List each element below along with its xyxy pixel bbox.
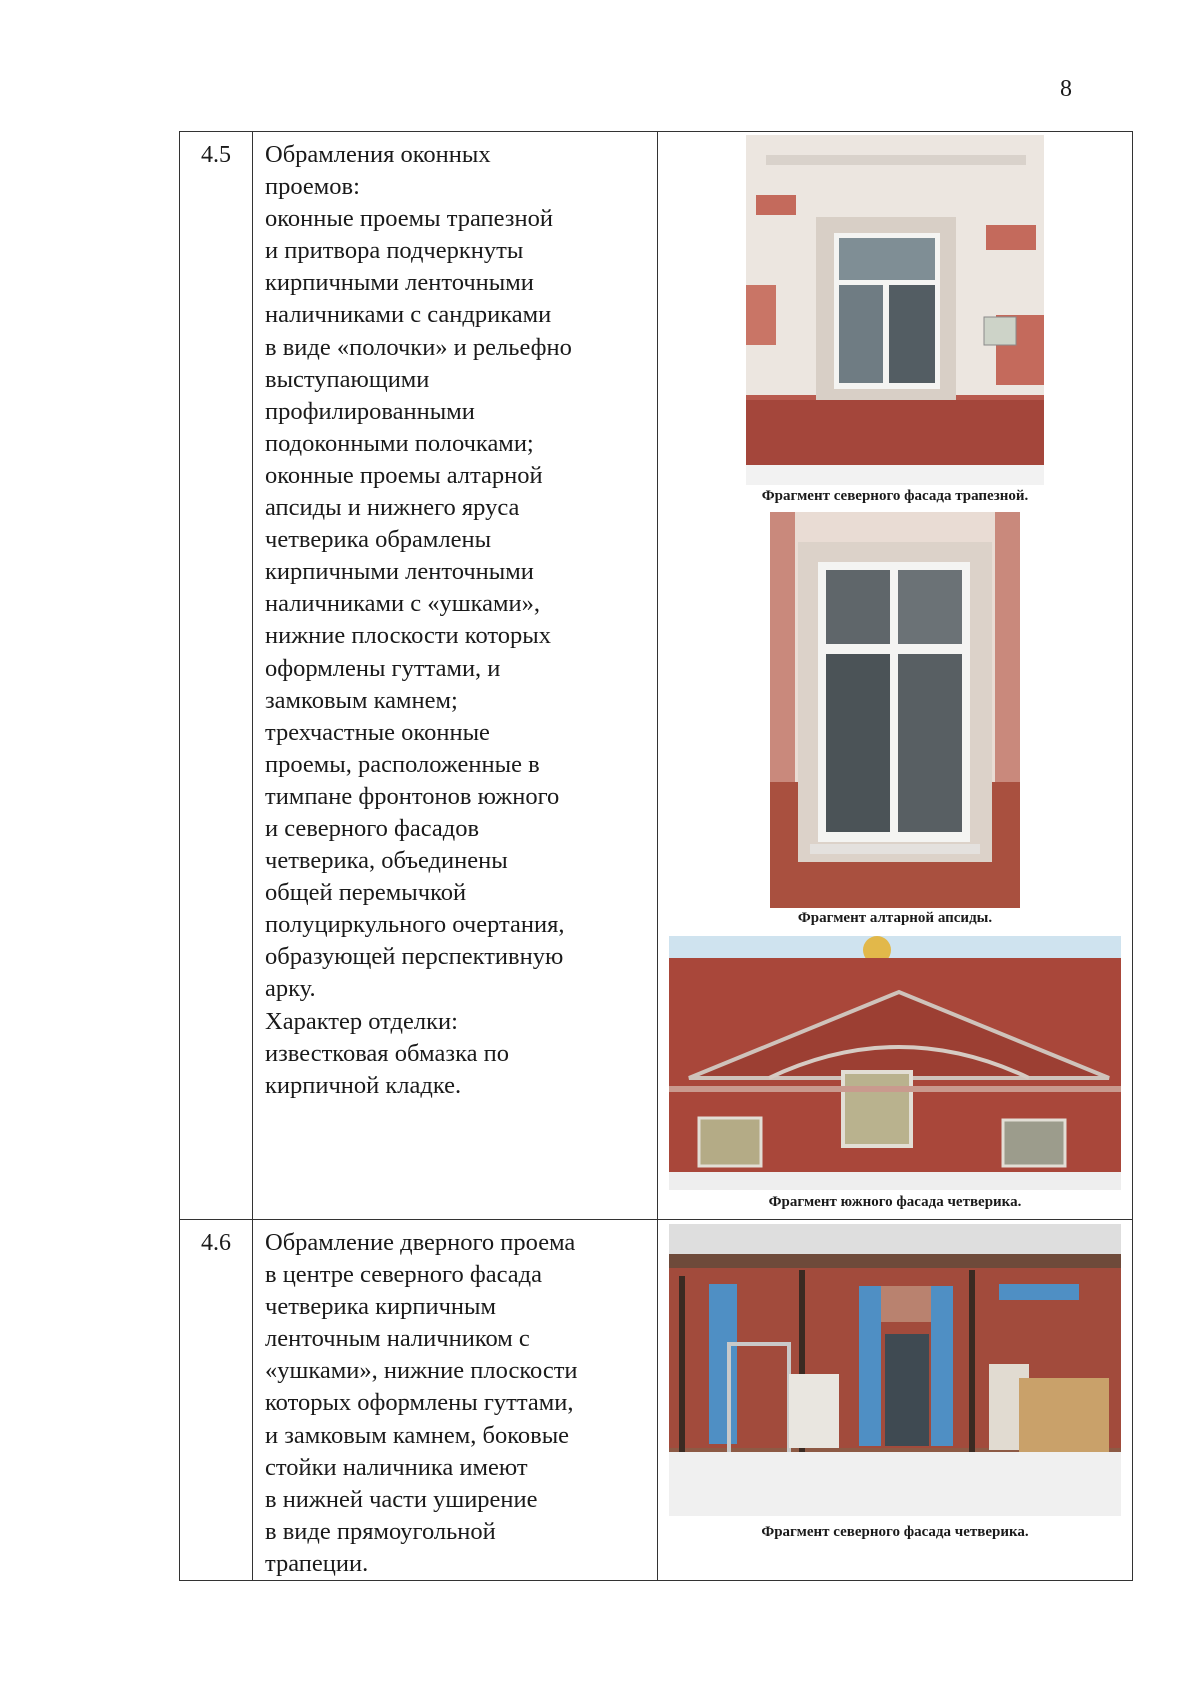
description-line: трехчастные оконные (265, 718, 490, 746)
description-line: оконные проемы трапезной (265, 205, 553, 233)
description-line: стойки наличника имеют (265, 1453, 528, 1481)
row-number: 4.5 (180, 132, 253, 1220)
description-line: четверика, объединены (265, 847, 508, 875)
row-description (253, 1220, 658, 1581)
description-line: наличниками с сандриками (265, 301, 552, 329)
photo-south-facade (669, 936, 1121, 1190)
description-line: «ушками», нижние плоскости (265, 1357, 578, 1385)
description-line: образующей перспективную (265, 943, 564, 971)
figure (658, 934, 1132, 1220)
description-line: полуциркульного очертания, (265, 911, 565, 939)
row-photos (658, 132, 1133, 1220)
figure-caption: Фрагмент северного фасада четверика. (761, 1524, 1029, 1540)
description-line: известковая обмазка по (265, 1039, 509, 1067)
description-line: которых оформлены гуттами, (265, 1389, 574, 1417)
description-line: ленточным наличником с (265, 1325, 530, 1353)
photo-north-facade-door (669, 1224, 1121, 1516)
table-row (180, 1220, 1133, 1581)
description-line: в виде «полочки» и рельефно (265, 333, 572, 361)
description-line: кирпичными ленточными (265, 269, 534, 297)
row-photos (658, 1220, 1133, 1581)
description-line: в центре северного фасада (265, 1261, 542, 1289)
description-line: Обрамление дверного проема (265, 1229, 576, 1256)
figure-caption: Фрагмент южного фасада четверика. (768, 1194, 1022, 1210)
description-line: выступающими (265, 365, 430, 393)
table-row (180, 132, 1133, 1220)
figure (658, 510, 1132, 934)
description-line: замковым камнем; (265, 686, 458, 714)
photo-north-facade-refectory (746, 135, 1044, 485)
description-line: подоконными полочками; (265, 429, 534, 457)
row-description (253, 132, 658, 1220)
figure-caption: Фрагмент алтарной апсиды. (797, 910, 993, 926)
description-line: четверика кирпичным (265, 1293, 496, 1321)
description-line: тимпане фронтонов южного (265, 782, 560, 810)
description-line: наличниками с «ушками», (265, 590, 540, 618)
figure (658, 132, 1132, 510)
description-line: в виде прямоугольной (265, 1517, 496, 1545)
figure-caption: Фрагмент северного фасада трапезной. (761, 488, 1029, 504)
description-line: профилированными (265, 397, 475, 425)
specification-table (179, 131, 1133, 1581)
description-line: кирпичной кладке. (265, 1071, 462, 1099)
description-line: оформлены гуттами, и (265, 654, 501, 682)
description-line: четверика обрамлены (265, 526, 492, 554)
description-line: арку. (265, 975, 316, 1003)
page-number: 8 (1060, 76, 1072, 102)
description-line: проемы, расположенные в (265, 750, 540, 778)
description-line: апсиды и нижнего яруса (265, 494, 520, 522)
description-line: Характер отделки: (265, 1007, 458, 1035)
description-line: Обрамления оконных (265, 141, 491, 168)
description-line: в нижней части уширение (265, 1485, 538, 1513)
description-line: трапеции. (265, 1549, 369, 1577)
photo-altar-apse (770, 512, 1020, 908)
description-line: оконные проемы алтарной (265, 461, 543, 489)
description-line: общей перемычкой (265, 879, 467, 907)
row-number: 4.6 (180, 1220, 253, 1581)
description-line: и северного фасадов (265, 814, 480, 842)
description-line: нижние плоскости которых (265, 622, 551, 650)
description-line: кирпичными ленточными (265, 558, 534, 586)
description-line: и притвора подчеркнуты (265, 237, 524, 265)
figure (658, 1220, 1132, 1572)
description-line: и замковым камнем, боковые (265, 1421, 570, 1449)
description-line: проемов: (265, 173, 360, 201)
